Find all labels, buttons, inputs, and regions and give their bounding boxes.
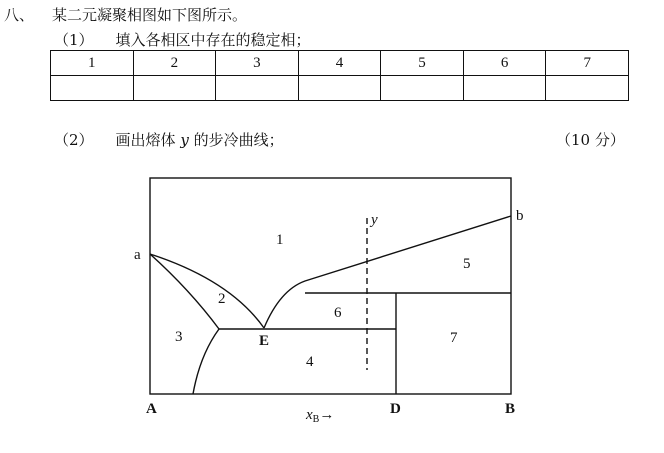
region-label-5: 5 [463,256,471,272]
region-label-6: 6 [334,305,342,321]
part1-text: 填入各相区中存在的稳定相； [115,31,311,49]
part1-number: （1） [54,31,94,49]
point-label-a: a [134,247,141,263]
solvus-a-curve [193,329,219,394]
part2-variable: y [180,131,189,149]
liquidus-a-to-e [150,254,264,328]
point-label-a-axis: A [146,401,157,417]
region-label-4: 4 [306,354,314,370]
part2-points: （10 分） [556,131,625,149]
region-label-3: 3 [175,329,183,345]
point-label-b-axis: B [505,401,516,417]
table-header-cell: 6 [463,51,546,76]
question-title: 某二元凝聚相图如下图所示。 [52,6,248,24]
x-axis-label-subscript: B [312,414,320,425]
region-label-2: 2 [218,291,226,307]
x-axis-label-symbol: x [306,407,313,423]
part2-text-after: 的步冷曲线； [188,131,284,149]
region-label-7: 7 [450,330,458,346]
table-header-cell: 2 [133,51,216,76]
table-header-cell: 7 [546,51,629,76]
table-header-cell: 4 [298,51,381,76]
point-label-d-axis: D [390,401,401,417]
point-label-e: E [259,333,270,349]
part2-text-before: 画出熔体 [115,131,181,149]
table-header-cell: 5 [381,51,464,76]
diagram-frame [150,178,511,394]
x-axis-arrow: → [319,407,335,423]
table-header-cell: 1 [51,51,134,76]
point-label-b: b [516,208,524,224]
question-number: 八、 [4,6,35,24]
liquidus-e-to-b [264,216,511,328]
part2-number: （2） [54,131,94,149]
table-header-cell: 3 [216,51,299,76]
isopleth-label-y: y [371,212,378,228]
solidus-a-curve [150,254,219,329]
x-axis-label [305,407,334,425]
region-label-1: 1 [276,232,284,248]
